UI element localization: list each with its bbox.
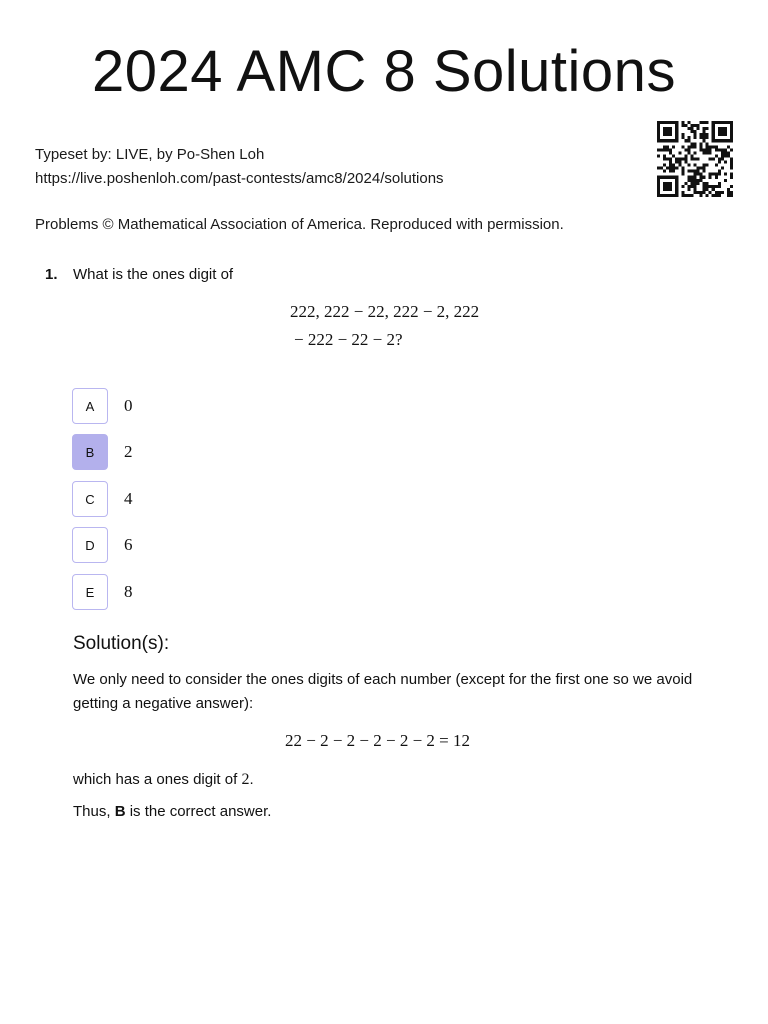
copyright-notice: Problems © Mathematical Association of America. Reproduced with permission. (35, 216, 564, 233)
solution-ones-suffix: . (249, 771, 254, 788)
choice-b[interactable] (72, 433, 133, 471)
solution-ones-digit (73, 768, 723, 792)
choice-value: 2 (124, 442, 133, 461)
choice-d[interactable] (72, 526, 133, 564)
choice-letter-box[interactable]: A (72, 388, 108, 424)
choice-value: 8 (124, 582, 133, 601)
conclusion-prefix: Thus, (73, 803, 115, 820)
choice-e[interactable] (72, 573, 133, 611)
choice-letter-box[interactable]: B (72, 434, 108, 470)
choice-value: 0 (124, 396, 133, 415)
problem-expression-line-1: 222, 222 − 22, 222 − 2, 222 (290, 302, 480, 321)
qr-code-icon (657, 121, 733, 197)
problem-expression-line-2: − 222 − 22 − 2? (294, 330, 403, 349)
conclusion-suffix: is the correct answer. (125, 803, 272, 820)
choice-c[interactable] (72, 480, 133, 518)
choice-value: 4 (124, 489, 133, 508)
choice-letter-box[interactable]: C (72, 481, 108, 517)
solution-intro: We only need to consider the ones digits of each number (except for the first one so we avoid getting a negative answer): (73, 671, 693, 712)
choice-value: 6 (124, 535, 133, 554)
typeset-credit: Typeset by: LIVE, by Po-Shen Loh (35, 146, 265, 163)
choice-letter-box[interactable]: E (72, 574, 108, 610)
solution-equation: 22 − 2 − 2 − 2 − 2 − 2 = 12 (285, 731, 471, 750)
problem-prompt: What is the ones digit of (73, 266, 234, 283)
problem-number: 1. (45, 266, 58, 283)
choice-a[interactable] (72, 387, 133, 425)
solution-conclusion (73, 800, 723, 824)
solution-ones-value: 2 (241, 771, 250, 788)
conclusion-answer: B (114, 803, 126, 820)
page-title: 2024 AMC 8 Solutions (92, 39, 676, 104)
source-url[interactable]: https://live.poshenloh.com/past-contests/amc8/2024/solutions (35, 170, 444, 187)
solution-ones-prefix: which has a ones digit of (73, 771, 242, 788)
choice-letter-box[interactable]: D (72, 527, 108, 563)
solution-heading: Solution(s): (73, 633, 170, 654)
